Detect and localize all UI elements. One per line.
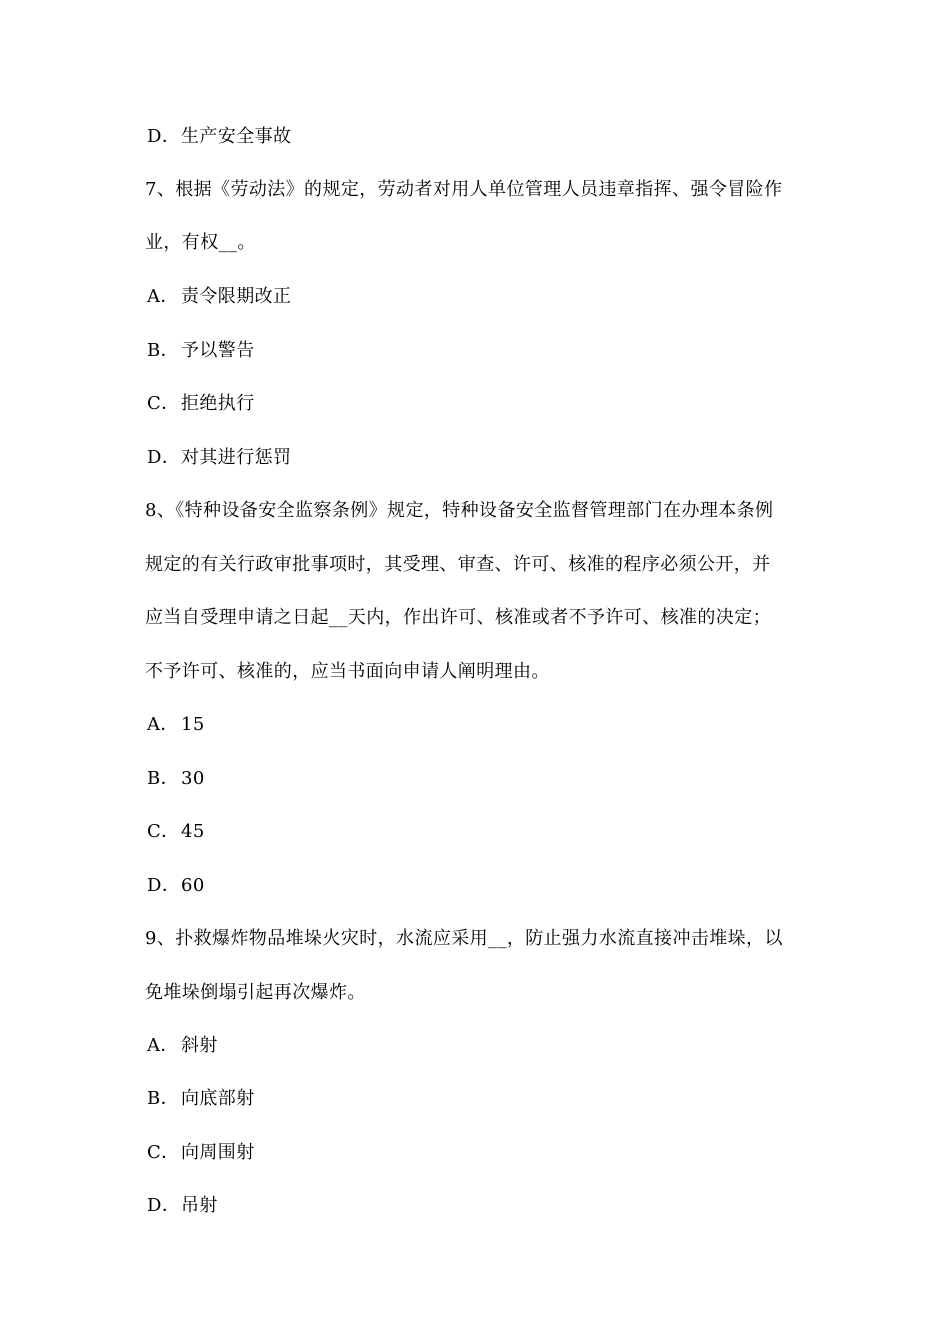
option-text: 吊射	[181, 1195, 218, 1216]
option-text: 生产安全事故	[181, 126, 292, 147]
option-text: 拒绝执行	[181, 393, 255, 414]
q9-option-d	[147, 1194, 812, 1218]
option-letter: A．	[147, 1035, 179, 1056]
q8-stem-line-3: 应当自受理申请之日起__天内，作出许可、核准或者不予许可、核准的决定；	[145, 607, 771, 628]
option-text: 对其进行惩罚	[181, 447, 292, 468]
q7-stem-line-2: 业，有权__。	[145, 232, 256, 253]
q7-option-a	[147, 285, 812, 309]
option-letter: B．	[147, 340, 180, 361]
option-text: 30	[181, 768, 205, 789]
option-letter: B．	[147, 1088, 180, 1109]
option-text: 向底部射	[181, 1088, 255, 1109]
q6-option-d	[147, 125, 812, 149]
option-text: 向周围射	[181, 1142, 255, 1163]
option-text: 15	[181, 714, 205, 735]
option-letter: C．	[147, 1142, 180, 1163]
q8-option-c	[147, 820, 812, 844]
q8-stem-line-1: 8、《特种设备安全监察条例》规定，特种设备安全监督管理部门在办理本条例	[145, 500, 774, 521]
q9-stem-line-1: 9、扑救爆炸物品堆垛火灾时，水流应采用__，防止强力水流直接冲击堆垛，以	[145, 928, 783, 949]
q7-option-b	[147, 339, 812, 363]
q8-stem-line-4: 不予许可、核准的，应当书面向申请人阐明理由。	[145, 661, 550, 682]
option-text: 斜射	[181, 1035, 218, 1056]
option-letter: B．	[147, 768, 180, 789]
q7-option-d	[147, 446, 812, 470]
q9-option-c	[147, 1141, 812, 1165]
q9-option-a	[147, 1034, 812, 1058]
option-text: 责令限期改正	[181, 286, 292, 307]
option-letter: A．	[147, 286, 179, 307]
option-text: 45	[181, 821, 205, 842]
q8-option-b	[147, 767, 812, 791]
option-letter: D．	[147, 1195, 181, 1216]
q9-option-b	[147, 1087, 812, 1111]
q7-option-c	[147, 392, 812, 416]
q8-option-a	[147, 713, 812, 737]
q7-stem-line-1: 7、根据《劳动法》的规定，劳动者对用人单位管理人员违章指挥、强令冒险作	[145, 179, 783, 200]
q9-stem-line-2: 免堆垛倒塌引起再次爆炸。	[145, 982, 366, 1003]
option-letter: C．	[147, 393, 180, 414]
option-text: 予以警告	[181, 340, 255, 361]
option-letter: A．	[147, 714, 179, 735]
option-letter: D．	[147, 447, 181, 468]
option-letter: D．	[147, 126, 181, 147]
option-letter: D．	[147, 875, 181, 896]
option-letter: C．	[147, 821, 180, 842]
q8-option-d	[147, 874, 812, 898]
option-text: 60	[181, 875, 205, 896]
q8-stem-line-2: 规定的有关行政审批事项时，其受理、审查、许可、核准的程序必须公开，并	[145, 554, 771, 575]
